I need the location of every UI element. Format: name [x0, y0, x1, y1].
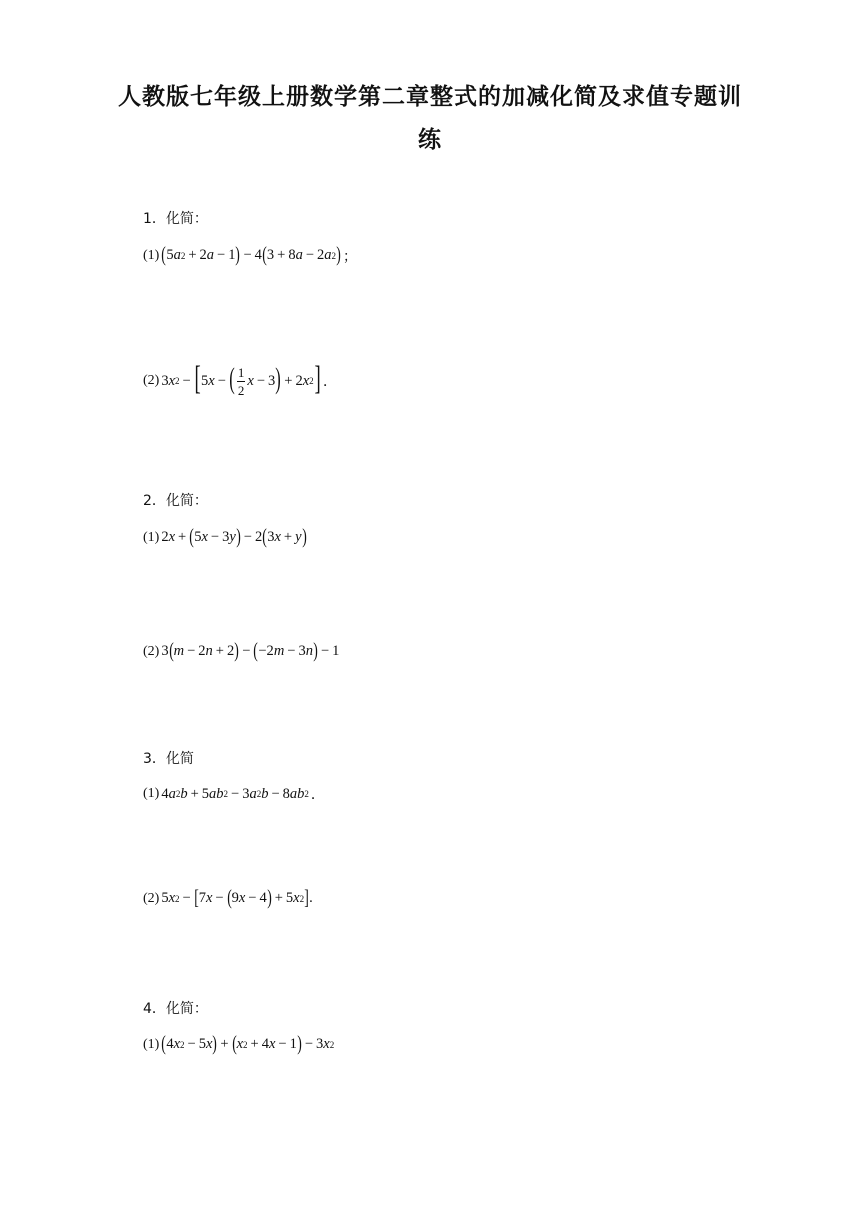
math-expression: 3 ( m − 2 n + 2 ) − ( −2 m − 3 n ) − 1: [161, 638, 340, 662]
document-title-line-2: 练: [418, 127, 442, 153]
math-expression: 3 x 2 − [ 5 x − ( $\frac{1}{2}$ x − 3 ) + 2 x 2 ]: [161, 360, 321, 398]
question-2-part-2: [143, 638, 340, 662]
question-3-part-1: [143, 784, 325, 804]
punctuation: ．: [310, 787, 325, 803]
math-expression: 2 x + ( 5 x − 3 y ) − 2 ( 3 x + y ): [161, 524, 307, 548]
question-3-part-2: [143, 885, 313, 909]
part-label: (2): [143, 643, 160, 659]
part-label: (2): [143, 373, 160, 388]
question-4-part-1: [143, 1031, 335, 1055]
question-1-part-2: [143, 360, 337, 398]
math-expression: 4 a 2 b + 5 ab 2 − 3 a 2 b − 8 ab 2: [161, 785, 309, 802]
part-label: (2): [143, 890, 160, 906]
part-label: (1): [143, 1036, 160, 1052]
part-label: (1): [143, 786, 160, 801]
question-3-heading: 3．化简: [143, 751, 194, 767]
part-label: (1): [143, 247, 160, 263]
part-label: (1): [143, 529, 160, 545]
question-4-heading: 4．化简：: [143, 1001, 208, 1017]
question-2-part-1: [143, 524, 307, 548]
punctuation: ；: [343, 248, 358, 265]
question-1-heading: 1．化简：: [143, 211, 208, 227]
math-expression: ( 4 x 2 − 5 x ) + ( x 2 + 4 x − 1 ) − 3 x 2: [161, 1031, 335, 1055]
punctuation: ．: [322, 374, 337, 390]
math-expression: 5 x 2 − [ 7 x − ( 9 x − 4 ) + 5 x 2 ] .: [161, 885, 313, 909]
fraction: $\frac{1}{2}$: [237, 364, 245, 398]
document-title-line-1: 人教版七年级上册数学第二章整式的加减化简及求值专题训: [118, 84, 742, 110]
question-1-part-1: [143, 242, 358, 266]
math-expression: ( 5 a 2 + 2 a − 1 ) − 4 ( 3 + 8 a − 2 a 2 ): [161, 242, 341, 266]
question-2-heading: 2．化简：: [143, 493, 208, 509]
